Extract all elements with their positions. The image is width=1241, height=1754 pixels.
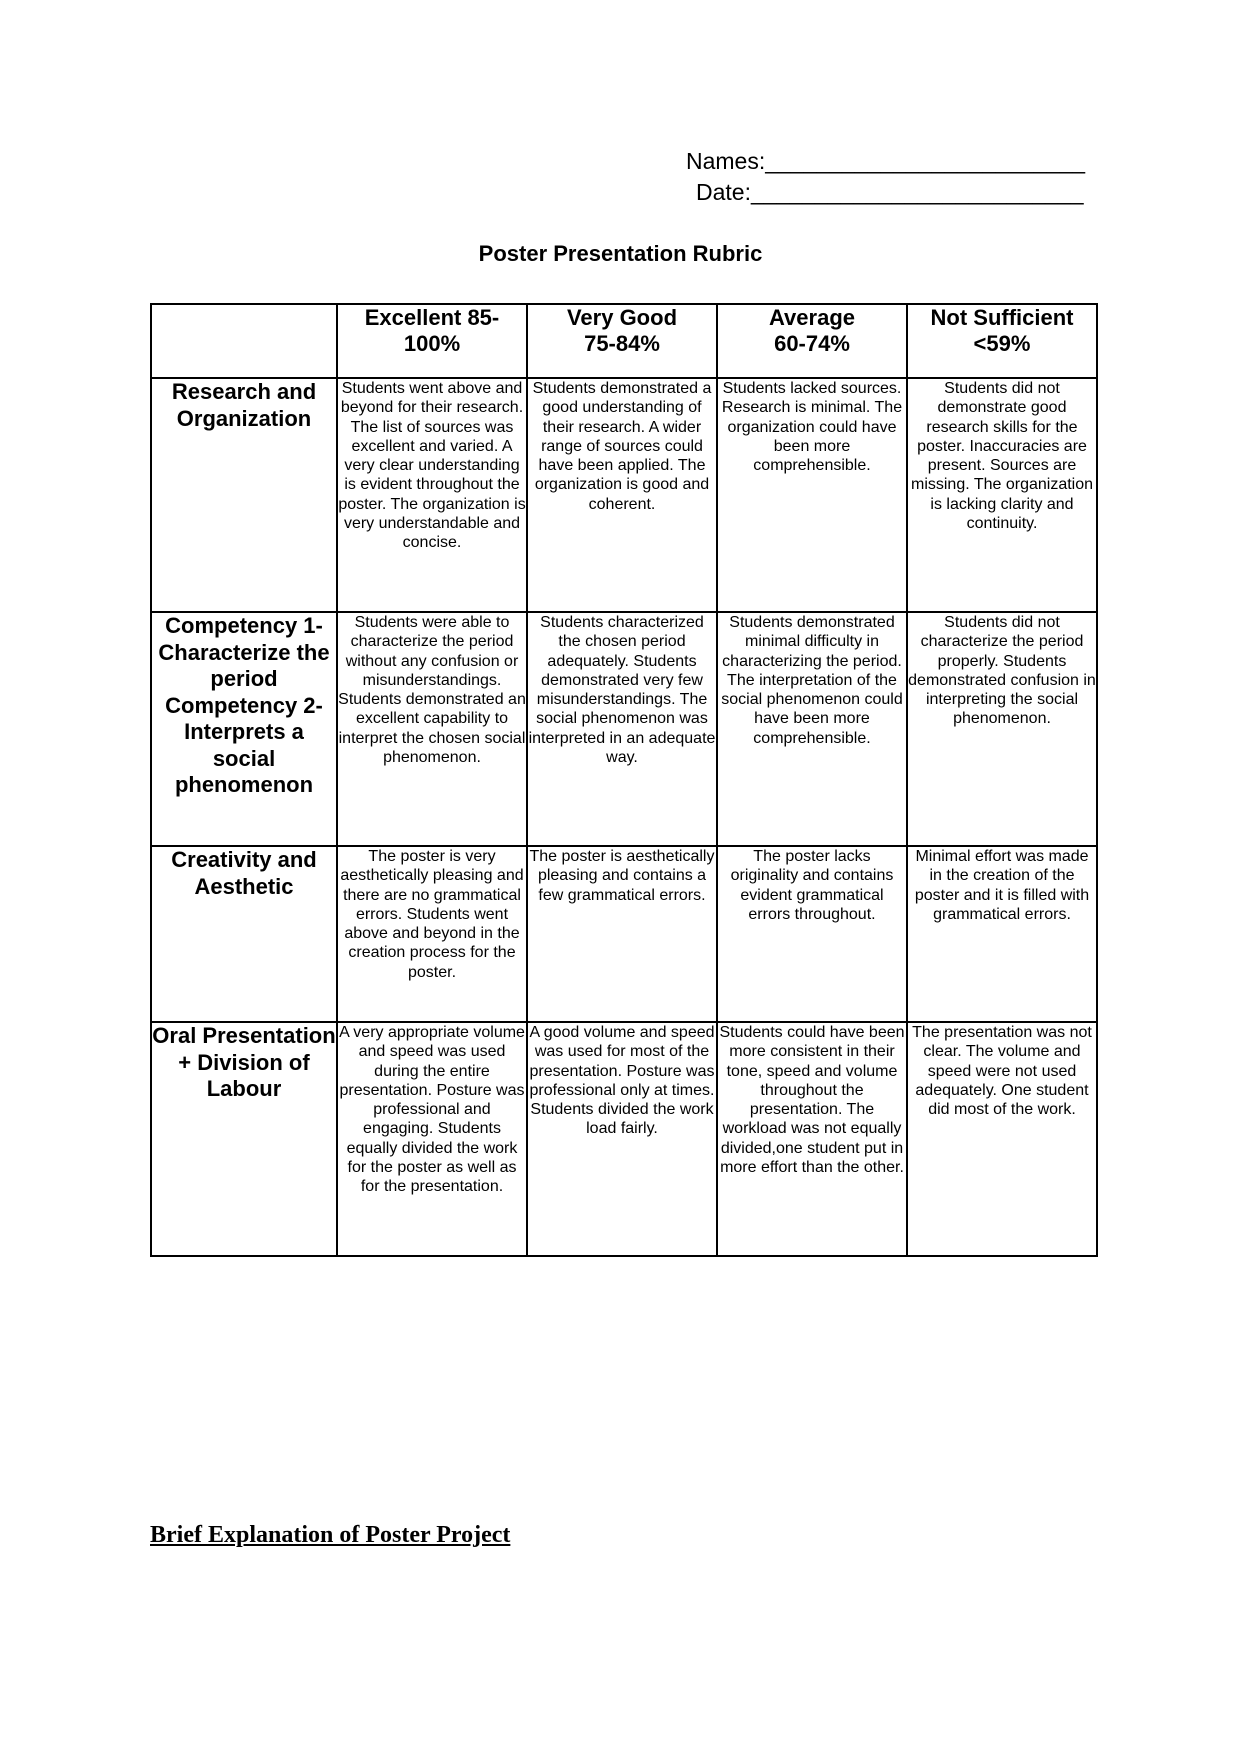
rubric-row xyxy=(151,846,1097,1022)
names-date-block xyxy=(686,146,1085,208)
rubric-cell: A good volume and speed was used for most of the presentation. Posture was professional only at times. Students divided the work load fairly. xyxy=(527,1022,717,1256)
level-excellent: Excellent 85- 100% xyxy=(337,304,527,378)
rubric-corner-cell xyxy=(151,304,337,378)
rubric-cell: A very appropriate volume and speed was used during the entire presentation. Posture was professional and engaging. Students equally divided the work for the poster as well as for the presentation. xyxy=(337,1022,527,1256)
rubric-cell: Students went above and beyond for their research. The list of sources was excellent and varied. A very clear understanding is evident throughout the poster. The organization is very understandable and concise. xyxy=(337,378,527,612)
level-very-good: Very Good 75-84% xyxy=(527,304,717,378)
rubric-cell: The poster is very aesthetically pleasing and there are no grammatical errors. Students went above and beyond in the creation process for the poster. xyxy=(337,846,527,1022)
rubric-row xyxy=(151,1022,1097,1256)
rubric-cell: The presentation was not clear. The volume and speed were not used adequately. One student did most of the work. xyxy=(907,1022,1097,1256)
criterion-creativity: Creativity and Aesthetic xyxy=(151,846,337,1022)
rubric-cell: Students demonstrated minimal difficulty in characterizing the period. The interpretation of the social phenomenon could have been more comprehensible. xyxy=(717,612,907,846)
level-average: Average 60-74% xyxy=(717,304,907,378)
rubric-row xyxy=(151,612,1097,846)
rubric-cell: Minimal effort was made in the creation of the poster and it is filled with grammatical errors. xyxy=(907,846,1097,1022)
date-line: Date:__________________________ xyxy=(696,179,1084,205)
rubric-table xyxy=(150,303,1098,1257)
page-title: Poster Presentation Rubric xyxy=(478,241,763,266)
rubric-row xyxy=(151,378,1097,612)
criterion-oral-presentation: Oral Presentation + Division of Labour xyxy=(151,1022,337,1256)
criterion-research: Research and Organization xyxy=(151,378,337,612)
rubric-cell: The poster lacks originality and contains evident grammatical errors throughout. xyxy=(717,846,907,1022)
level-not-sufficient: Not Sufficient <59% xyxy=(907,304,1097,378)
rubric-cell: Students did not characterize the period properly. Students demonstrated confusion in interpreting the social phenomenon. xyxy=(907,612,1097,846)
rubric-header-row xyxy=(151,304,1097,378)
names-line: Names:_________________________ xyxy=(686,148,1086,174)
rubric-cell: Students demonstrated a good understanding of their research. A wider range of sources could have been applied. The organization is good and coherent. xyxy=(527,378,717,612)
rubric-cell: Students characterized the chosen period adequately. Students demonstrated very few misunderstandings. The social phenomenon was interpreted in an adequate way. xyxy=(527,612,717,846)
rubric-cell: Students did not demonstrate good research skills for the poster. Inaccuracies are present. Sources are missing. The organization is lacking clarity and continuity. xyxy=(907,378,1097,612)
brief-explanation-heading: Brief Explanation of Poster Project xyxy=(150,1522,511,1548)
rubric-cell: Students were able to characterize the period without any confusion or misunderstandings. Students demonstrated an excellent capability to interpret the chosen social phenomenon. xyxy=(337,612,527,846)
rubric-cell: Students could have been more consistent in their tone, speed and volume throughout the presentation. The workload was not equally divided,one student put in more effort than the other. xyxy=(717,1022,907,1256)
criterion-competency: Competency 1- Characterize the period Competency 2- Interprets a social phenomenon xyxy=(151,612,337,846)
rubric-cell: The poster is aesthetically pleasing and contains a few grammatical errors. xyxy=(527,846,717,1022)
rubric-cell: Students lacked sources. Research is minimal. The organization could have been more comprehensible. xyxy=(717,378,907,612)
